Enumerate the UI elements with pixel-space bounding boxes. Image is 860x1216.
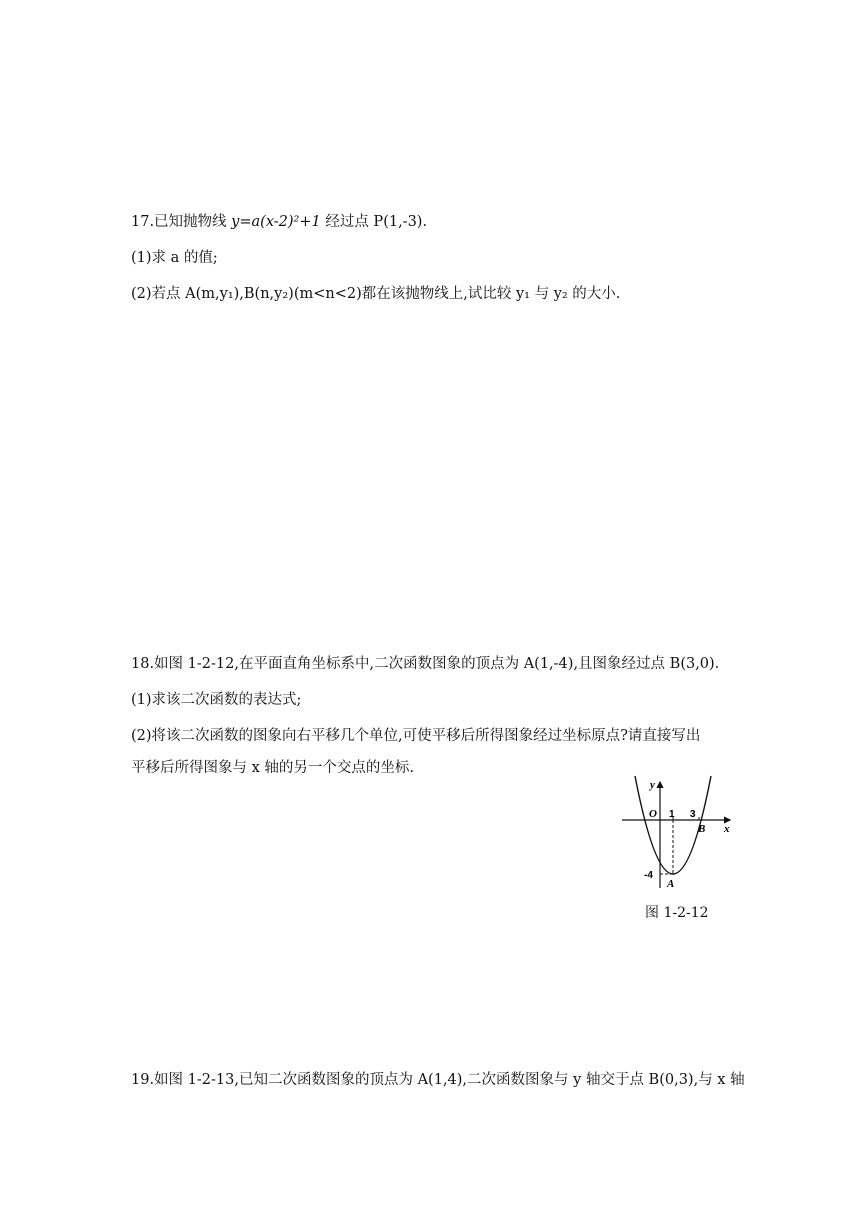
problem-18-stem: 18.如图 1-2-12,在平面直角坐标系中,二次函数图象的顶点为 A(1,-4),且图象经过点 B(3,0). — [131, 656, 720, 672]
problem-17-stem — [131, 212, 427, 232]
label-three: 3 — [690, 809, 696, 820]
problem-17-stem-suffix: 经过点 P(1,-3). — [320, 214, 428, 230]
problem-18-part-2-line-1: (2)将该二次函数的图象向右平移几个单位,可使平移后所得图象经过坐标原点?请直接写出 — [131, 728, 701, 744]
problem-17-formula: y=a(x-2)²+1 — [231, 214, 321, 230]
label-x: x — [724, 823, 730, 835]
label-A: A — [667, 878, 675, 890]
label-B: B — [698, 823, 706, 835]
label-minus-4: -4 — [644, 870, 653, 881]
label-origin: O — [649, 808, 657, 820]
problem-18-part-2-line-2: 平移后所得图象与 x 轴的另一个交点的坐标. — [131, 760, 415, 776]
figure-1-2-12 — [618, 774, 740, 892]
problem-17-part-1: (1)求 a 的值; — [131, 250, 218, 266]
label-one: 1 — [669, 809, 675, 820]
problem-18-part-1: (1)求该二次函数的表达式; — [131, 692, 302, 708]
problem-17-part-2: (2)若点 A(m,y₁),B(n,y₂)(m<n<2)都在该抛物线上,试比较 y₁ 与 y₂ 的大小. — [131, 286, 621, 302]
label-y: y — [650, 779, 655, 791]
problem-19-stem: 19.如图 1-2-13,已知二次函数图象的顶点为 A(1,4),二次函数图象与 y 轴交于点 B(0,3),与 x 轴 — [131, 1072, 745, 1088]
figure-caption: 图 1-2-12 — [645, 905, 709, 921]
problem-17-stem-prefix: 17.已知抛物线 — [131, 214, 232, 230]
